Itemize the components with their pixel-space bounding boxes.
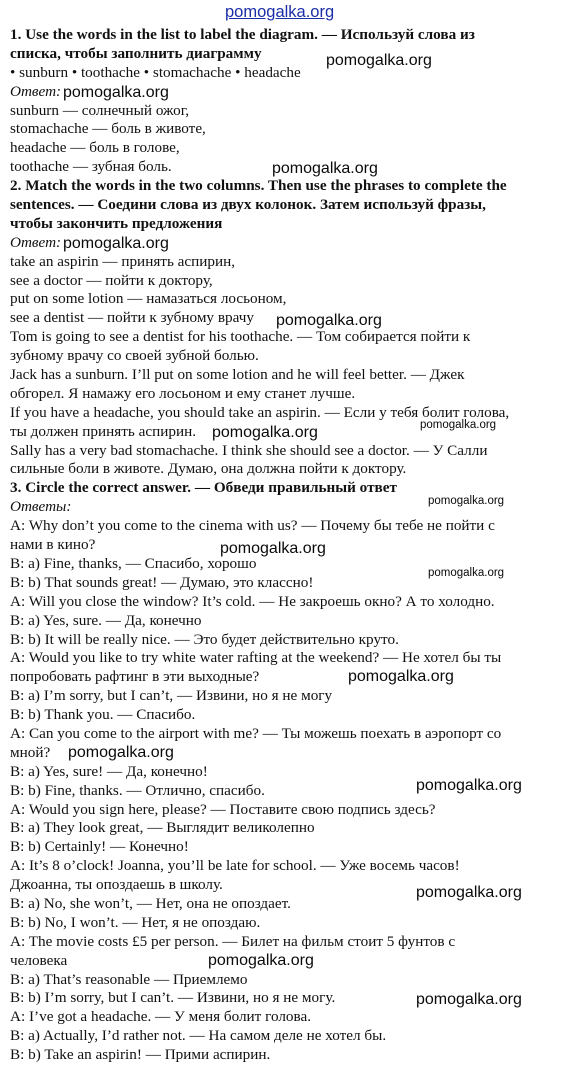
watermark-text: pomogalka.org [420,419,497,431]
watermark-text: pomogalka.org [428,567,505,579]
text-line: сильные боли в животе. Думаю, она должна пойти к доктору. [10,460,407,478]
answer-label: Ответ: [10,82,62,100]
text-line: Sally has a very bad stomachache. I think she should see a doctor. — У Салли [10,441,488,459]
text-line: Джоанна, ты опоздаешь в школу. [10,876,223,894]
section-heading-line: sentences. — Соедини слова из двух колонок. Затем используй фразы, [10,196,486,214]
text-line: B: a) That’s reasonable — Приемлемо [10,970,248,988]
text-line: B: b) Certainly! — Конечно! [10,838,189,856]
text-line: B: b) Thank you. — Спасибо. [10,706,196,724]
text-line: B: a) Yes, sure. — Да, конечно [10,611,202,629]
text-line: B: a) They look great, — Выглядит великолепно [10,819,315,837]
text-line: B: a) Fine, thanks, — Спасибо, хорошо [10,554,257,572]
text-line: B: a) Actually, I’d rather not. — На самом деле не хотел бы. [10,1027,387,1045]
section-heading-line: 2. Match the words in the two columns. Then use the phrases to complete the [10,177,507,195]
watermark-text: pomogalka.org [63,235,169,252]
text-line: ты должен принять аспирин. [10,422,197,440]
text-line: зубному врачу со своей зубной болью. [10,347,259,365]
text-line: попробовать рафтинг в эти выходные? [10,668,260,686]
watermark-text: pomogalka.org [212,424,318,441]
text-line: A: The movie costs £5 per person. — Билет на фильм стоит 5 фунтов с [10,932,456,950]
section-heading-line: 1. Use the words in the list to label the diagram. — Используй слова из [10,26,475,43]
watermark-text: pomogalka.org [272,160,378,177]
watermark-text: pomogalka.org [416,884,522,901]
watermark-text: pomogalka.org [220,540,326,557]
text-line: B: b) That sounds great! — Думаю, это классно! [10,573,314,591]
text-line: нами в кино? [10,536,96,554]
text-line: If you have a headache, you should take an aspirin. — Если у тебя болит голова, [10,403,510,421]
text-line: B: a) I’m sorry, but I can’t, — Извини, но я не могу [10,687,333,705]
text-line: put on some lotion — намазаться лосьоном, [10,290,287,308]
section-heading-line: списка, чтобы заполнить диаграмму [10,44,262,62]
answer-label: Ответ: [10,233,62,251]
watermark-text: pomogalka.org [276,312,382,329]
text-line: A: Would you like to try white water rafting at the weekend? — Не хотел бы ты [10,649,502,667]
text-line: toothache — зубная боль. [10,158,172,176]
watermark-text: pomogalka.org [208,952,314,969]
text-line: A: Will you close the window? It’s cold. — Не закроешь окно? А то холодно. [10,592,495,610]
text-line: A: I’ve got a headache. — У меня болит голова. [10,1008,312,1026]
text-line: B: b) It will be really nice. — Это будет действительно круто. [10,630,399,648]
text-line: мной? [10,743,51,761]
watermark-text: pomogalka.org [416,777,522,794]
text-line: Tom is going to see a dentist for his toothache. — Том собирается пойти к [10,328,471,346]
text-line: B: b) Fine, thanks. — Отлично, спасибо. [10,781,265,799]
watermark-text: pomogalka.org [68,744,174,761]
text-line: A: Why don’t you come to the cinema with us? — Почему бы тебе не пойти с [10,517,495,535]
watermark-text: pomogalka.org [326,52,432,69]
answer-label: Ответы: [10,498,72,516]
text-line: A: Would you sign here, please? — Поставите свою подпись здесь? [10,800,436,818]
text-line: • sunburn • toothache • stomachache • headache [10,63,301,81]
text-line: take an aspirin — принять аспирин, [10,252,236,270]
text-line: headache — боль в голове, [10,139,180,157]
section-heading-line: чтобы закончить предложения [10,214,223,232]
section-heading-line: 3. Circle the correct answer. — Обведи правильный ответ [10,479,397,497]
text-line: stomachache — боль в животе, [10,120,206,138]
text-line: B: a) Yes, sure! — Да, конечно! [10,762,208,780]
text-line: B: a) No, she won’t, — Нет, она не опоздает. [10,894,291,912]
text-line: see a dentist — пойти к зубному врачу [10,309,254,327]
text-line: B: b) I’m sorry, but I can’t. — Извини, но я не могу. [10,989,336,1007]
text-line: обгорел. Я намажу его лосьоном и ему станет лучше. [10,384,356,402]
watermark-text: pomogalka.org [416,991,522,1008]
text-line: A: It’s 8 o’clock! Joanna, you’ll be late for school. — Уже восемь часов! [10,857,460,875]
text-line: B: b) No, I won’t. — Нет, я не опоздаю. [10,913,261,931]
text-line: see a doctor — пойти к доктору, [10,271,213,289]
text-line: sunburn — солнечный ожог, [10,101,190,119]
text-line: A: Can you come to the airport with me? — Ты можешь поехать в аэропорт со [10,724,502,742]
watermark-text: pomogalka.org [428,495,505,507]
watermark-text: pomogalka.org [348,668,454,685]
text-line: Jack has a sunburn. I’ll put on some lotion and he will feel better. — Джек [10,366,465,384]
watermark-text: pomogalka.org [63,84,169,101]
text-line: B: b) Take an aspirin! — Прими аспирин. [10,1046,271,1064]
site-watermark-header: pomogalka.org [225,3,335,21]
text-line: человека [10,951,68,969]
